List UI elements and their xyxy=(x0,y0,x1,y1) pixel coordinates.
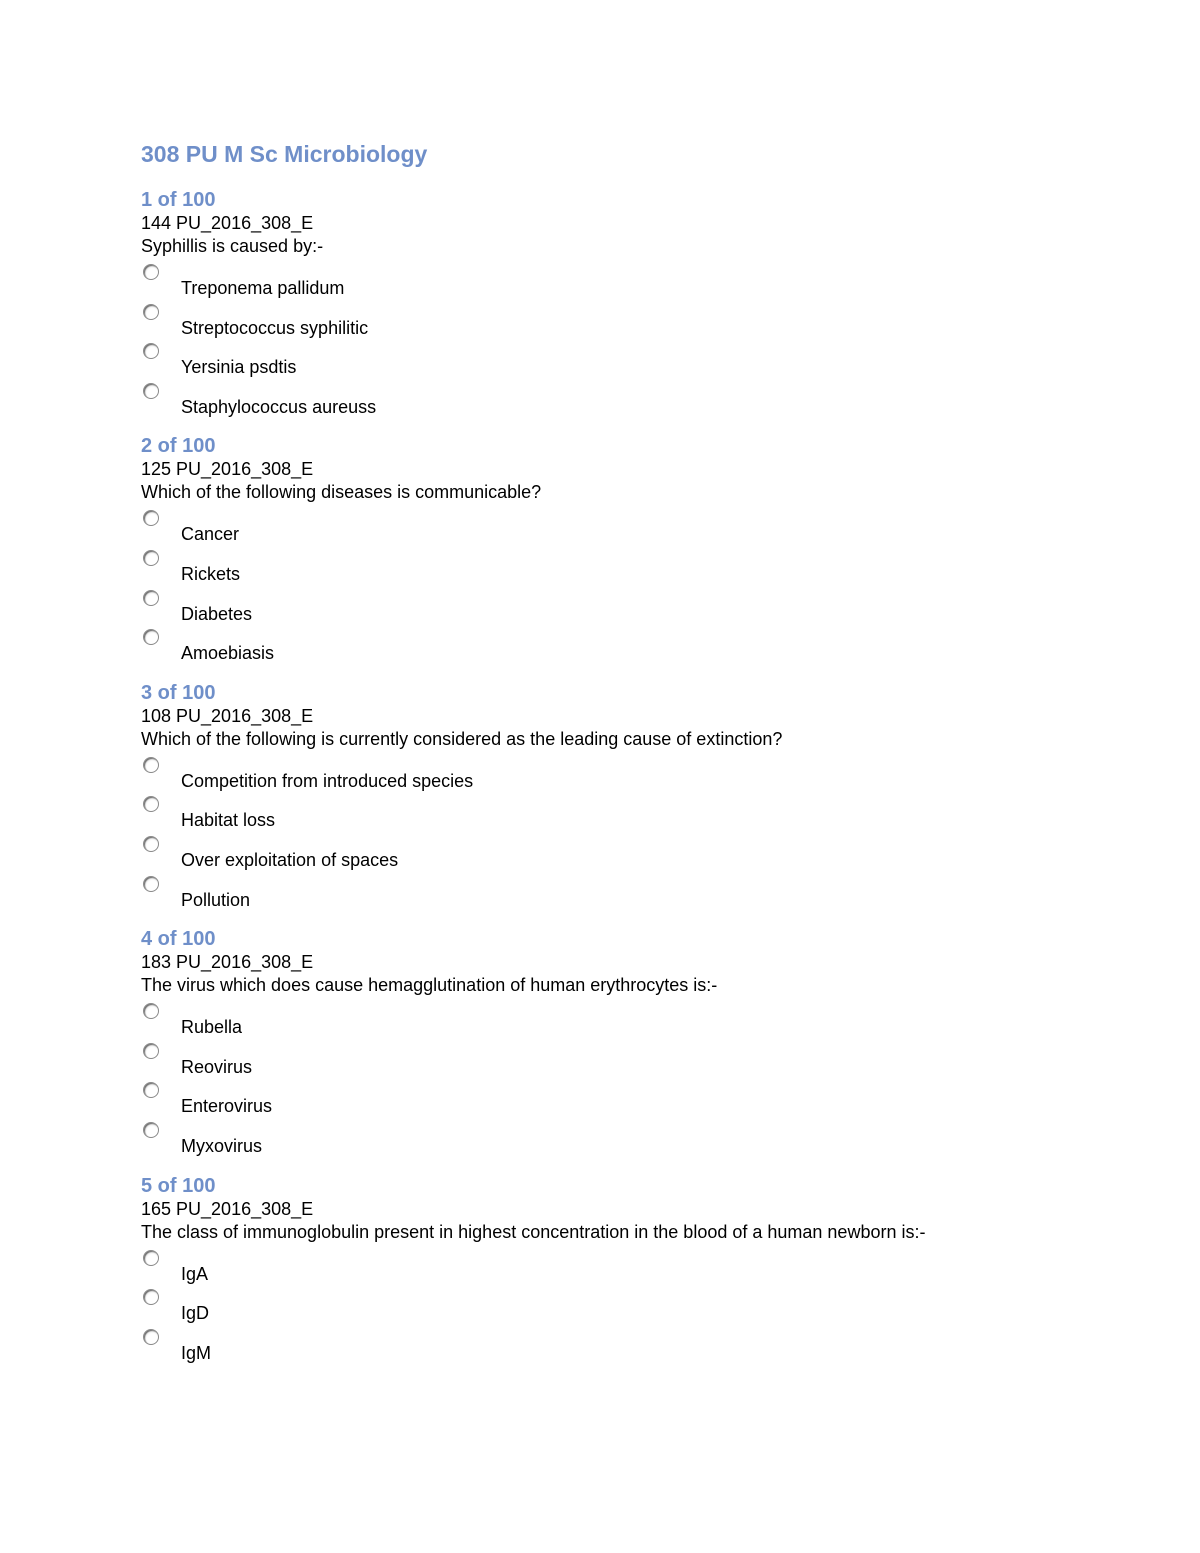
answer-option[interactable] xyxy=(141,623,1141,663)
answer-option-label[interactable]: Reovirus xyxy=(181,1056,253,1077)
radio-button-icon[interactable] xyxy=(143,264,159,280)
answer-options xyxy=(141,1244,1141,1363)
question-block xyxy=(141,1174,1141,1363)
question-code: 125 PU_2016_308_E xyxy=(141,459,314,480)
answer-option[interactable] xyxy=(141,1037,1141,1077)
answer-option[interactable] xyxy=(141,584,1141,624)
radio-button-icon[interactable] xyxy=(143,757,159,773)
answer-option[interactable] xyxy=(141,751,1141,791)
radio-button-icon[interactable] xyxy=(143,796,159,812)
question-block xyxy=(141,927,1141,1155)
answer-option-label[interactable]: IgD xyxy=(181,1303,210,1324)
page-title: 308 PU M Sc Microbiology xyxy=(141,141,428,167)
question-code: 165 PU_2016_308_E xyxy=(141,1198,314,1219)
answer-option[interactable] xyxy=(141,1116,1141,1156)
radio-button-icon[interactable] xyxy=(143,304,159,320)
answer-option-label[interactable]: Habitat loss xyxy=(181,810,276,831)
radio-button-icon[interactable] xyxy=(143,510,159,526)
question-text: Which of the following is currently considered as the leading cause of extinction? xyxy=(141,728,783,749)
answer-options xyxy=(141,504,1141,662)
answer-options xyxy=(141,997,1141,1155)
answer-option[interactable] xyxy=(141,544,1141,584)
answer-option-label[interactable]: Competition from introduced species xyxy=(181,770,474,791)
answer-option[interactable] xyxy=(141,1323,1141,1363)
question-number: 5 of 100 xyxy=(141,1174,216,1197)
radio-button-icon[interactable] xyxy=(143,1250,159,1266)
radio-button-icon[interactable] xyxy=(143,1329,159,1345)
radio-button-icon[interactable] xyxy=(143,1082,159,1098)
radio-button-icon[interactable] xyxy=(143,836,159,852)
answer-option-label[interactable]: Streptococcus syphilitic xyxy=(181,317,369,338)
answer-option-label[interactable]: IgA xyxy=(181,1263,209,1284)
question-number: 1 of 100 xyxy=(141,189,216,211)
question-text: The class of immunoglobulin present in highest concentration in the blood of a human newborn is:- xyxy=(141,1221,926,1242)
radio-button-icon[interactable] xyxy=(143,343,159,359)
answer-option[interactable] xyxy=(141,298,1141,338)
answer-option-label[interactable]: Enterovirus xyxy=(181,1096,273,1117)
question-number: 4 of 100 xyxy=(141,928,216,951)
question-text: Syphillis is caused by:- xyxy=(141,236,324,256)
answer-option-label[interactable]: Yersinia psdtis xyxy=(181,357,297,378)
answer-option[interactable] xyxy=(141,830,1141,870)
question-text: Which of the following diseases is communicable? xyxy=(141,482,542,503)
answer-option-label[interactable]: Treponema pallidum xyxy=(181,278,345,298)
radio-button-icon[interactable] xyxy=(143,1289,159,1305)
radio-button-icon[interactable] xyxy=(143,629,159,645)
question-number: 2 of 100 xyxy=(141,435,216,458)
answer-option-label[interactable]: Myxovirus xyxy=(181,1135,263,1156)
radio-button-icon[interactable] xyxy=(143,1043,159,1059)
answer-option-label[interactable]: Rubella xyxy=(181,1017,243,1038)
answer-option[interactable] xyxy=(141,258,1141,298)
radio-button-icon[interactable] xyxy=(143,1122,159,1138)
answer-option[interactable] xyxy=(141,377,1141,417)
answer-option-label[interactable]: Over exploitation of spaces xyxy=(181,849,399,870)
answer-options xyxy=(141,751,1141,909)
radio-button-icon[interactable] xyxy=(143,550,159,566)
answer-option-label[interactable]: Cancer xyxy=(181,524,240,545)
answer-option[interactable] xyxy=(141,1244,1141,1284)
answer-option-label[interactable]: IgM xyxy=(181,1342,212,1363)
answer-option[interactable] xyxy=(141,870,1141,910)
answer-option[interactable] xyxy=(141,790,1141,830)
question-block xyxy=(141,681,1141,909)
radio-button-icon[interactable] xyxy=(143,1003,159,1019)
answer-option[interactable] xyxy=(141,504,1141,544)
answer-option[interactable] xyxy=(141,1283,1141,1323)
question-text: The virus which does cause hemagglutination of human erythrocytes is:- xyxy=(141,975,718,996)
question-block xyxy=(141,188,1141,416)
answer-option-label[interactable]: Staphylococcus aureuss xyxy=(181,396,377,417)
answer-option-label[interactable]: Rickets xyxy=(181,563,241,584)
question-number: 3 of 100 xyxy=(141,681,216,704)
answer-option-label[interactable]: Amoebiasis xyxy=(181,643,275,664)
question-code: 108 PU_2016_308_E xyxy=(141,705,314,726)
answer-option-label[interactable]: Diabetes xyxy=(181,603,253,624)
answer-option[interactable] xyxy=(141,337,1141,377)
question-code: 183 PU_2016_308_E xyxy=(141,952,314,973)
quiz-page xyxy=(141,138,1141,1362)
answer-option-label[interactable]: Pollution xyxy=(181,889,251,910)
answer-options xyxy=(141,258,1141,416)
question-block xyxy=(141,434,1141,662)
answer-option[interactable] xyxy=(141,1076,1141,1116)
radio-button-icon[interactable] xyxy=(143,383,159,399)
radio-button-icon[interactable] xyxy=(143,876,159,892)
answer-option[interactable] xyxy=(141,997,1141,1037)
question-code: 144 PU_2016_308_E xyxy=(141,213,314,233)
radio-button-icon[interactable] xyxy=(143,590,159,606)
